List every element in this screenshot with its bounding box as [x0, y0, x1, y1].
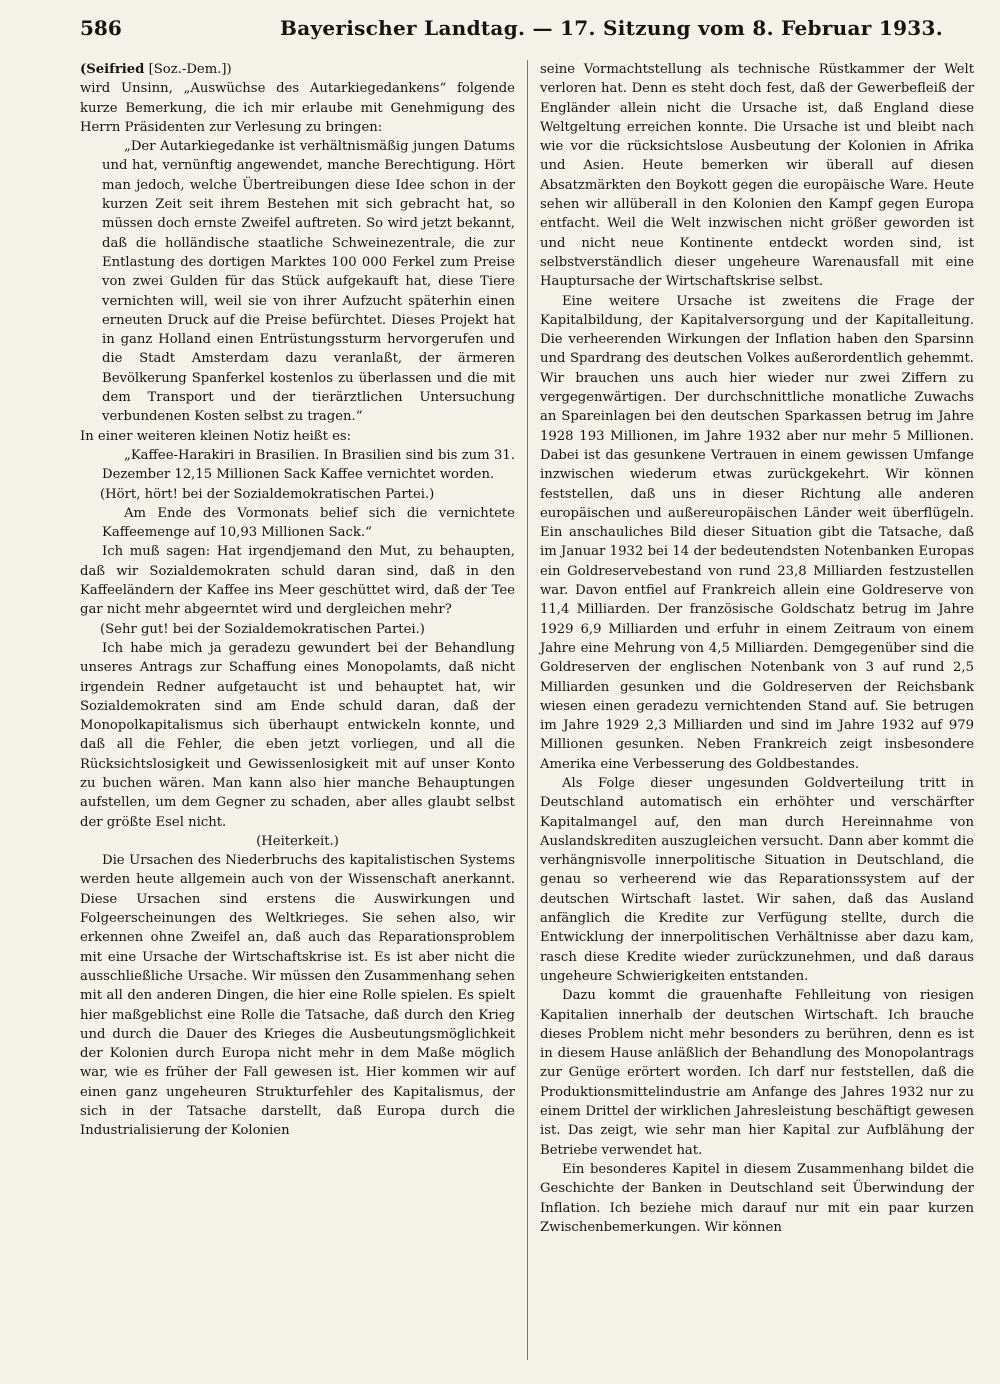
- quotation: „Der Autarkiegedanke ist verhältnismäßig jungen Datums und hat, vernünftig angewendet, manche Berechtigung. Hört man jedoch, welche Übertreibungen diese Idee schon in der kurzen Zeit seit ihrem Bestehen mit sich gebracht hat, so müssen doch ernste Zweifel auftreten. So wird jetzt bekannt, daß die holländische staatliche Schweinezentrale, die zur Entlastung des dortigen Marktes 100 000 Ferkel zum Preise von zwei Gulden für das Stück aufgekauft hat, diese Tiere vernichten will, weil sie von ihrer Aufzucht späterhin einen erneuten Druck auf die Preise befürchtet. Dieses Projekt hat in ganz Holland einen Entrüstungssturm hervorgerufen und die Stadt Amsterdam dazu veranlaßt, der ärmeren Bevölkerung Spanferkel kostenlos zu überlassen und die mit dem Transport und der tierärztlichen Untersuchung verbundenen Kosten selbst zu tragen.“: [102, 139, 515, 425]
- paragraph: Ich habe mich ja geradezu gewundert bei der Behandlung unseres Antrags zur Schaffung eines Monopolamts, daß nicht irgendein Redner aufgetaucht ist und behauptet hat, wir Sozialdemokraten sind am Ende schuld daran, daß der Monopolkapitalismus sich überhaupt entwickeln konnte, und daß all die Fehler, die eben jetzt vorliegen, und all die Rücksichtslosigkeit und Gewissenlosigkeit mit auf unser Konto zu buchen wären. Man kann also hier manche Behauptungen aufstellen, um dem Gegner zu schaden, aber alles glaubt selbst der größte Esel nicht.: [80, 640, 515, 830]
- paragraph: In einer weiteren kleinen Notiz heißt es:: [80, 428, 352, 444]
- paragraph: Eine weitere Ursache ist zweitens die Frage der Kapitalbildung, der Kapitalversorgung und der Kapitalleitung. Die verheerenden Wirkungen der Inflation haben den Sparsinn und Spardrang des deutschen Volkes außerordentlich gehemmt. Wir brauchen uns auch hier wieder nur zwei Ziffern zu vergegenwärtigen. Der durchschnittliche monatliche Zuwachs an Spareinlagen bei den deutschen Sparkassen betrug im Jahre 1928 193 Millionen, im Jahre 1932 aber nur mehr 5 Millionen. Dabei ist das gesunkene Vertrauen in einem gewissen Umfange inzwischen wiederum etwas zurückgekehrt. Wir können feststellen, daß uns in dieser Richtung alle anderen europäischen und außereuropäischen Länder weit überflügeln. Ein anschauliches Bild dieser Situation gibt die Tatsache, daß im Januar 1932 bei 14 der bedeutendsten Notenbanken Europas ein Goldreservebestand von rund 23,8 Milliarden festzustellen war. Davon entfiel auf Frankreich allein eine Goldreserve von 11,4 Milliarden. Der französische Goldschatz betrug im Jahre 1929 6,9 Milliarden und erfuhr in einem Zeitraum von einem Jahre eine Mehrung von 4,5 Milliarden. Demgegenüber sind die Goldreserven der englischen Notenbank von 3 auf rund 2,5 Milliarden gesunken und die Goldreserven der Reichsbank wiesen einen geradezu vernichtenden Stand auf. Sie betrugen im Jahre 1929 2,3 Milliarden und sind im Jahre 1932 auf 979 Millionen gesunken. Neben Frankreich zeigt insbesondere Amerika eine Verbesserung des Goldbestandes.: [540, 293, 974, 772]
- running-title: Bayerischer Landtag. — 17. Sitzung vom 8. Februar 1933.: [280, 16, 943, 40]
- paragraph: Dazu kommt die grauenhafte Fehlleitung von riesigen Kapitalien innerhalb der deutschen Wirtschaft. Ich brauche dieses Problem nicht mehr besonders zu berühren, denn es ist in diesem Hause anläßlich der Behandlung des Monopolantrags zur Genüge erörtert worden. Ich darf nur feststellen, daß die Produktionsmittelindustrie am Anfange des Jahres 1932 nur zu einem Drittel der wirklichen Jahresleistung beschäftigt gewesen ist. Das zeigt, wie sehr man hier Kapital zur Aufblähung der Betriebe verwendet hat.: [540, 988, 974, 1158]
- text-columns: [80, 60, 975, 1360]
- speaker-line: [80, 60, 515, 79]
- speaker-party: [Soz.-Dem.]): [148, 62, 232, 77]
- paragraph: seine Vormachtstellung als technische Rüstkammer der Welt verloren hat. Denn es steht doch fest, daß der Gewerbefleiß der Engländer allein nicht die Ursache ist, daß England diese Weltgeltung erreichen konnte. Die Ursache ist und bleibt nach wie vor die rücksichtslose Ausbeutung der Kolonien in Afrika und Asien. Heute bemerken wir überall auf diesen Absatzmärkten den Boykott gegen die europäische Ware. Heute sehen wir allüberall in den Kolonien den Kampf gegen Europa entfacht. Weil die Welt inzwischen nicht größer geworden ist und nicht neue Kontinente entdeckt worden sind, ist selbstverständlich dieser ungeheure Warenausfall mit eine Hauptursache der Wirtschaftskrise selbst.: [540, 62, 974, 290]
- quotation: „Kaffee-Harakiri in Brasilien. In Brasilien sind bis zum 31. Dezember 12,15 Millionen Sack Kaffee vernichtet worden.: [102, 447, 515, 483]
- speaker-name: (Seifried: [80, 62, 145, 77]
- paragraph: Ich muß sagen: Hat irgendjemand den Mut, zu behaupten, daß wir Sozialdemokraten schuld daran sind, daß in den Kaffeeländern der Kaffee ins Meer geschüttet wird, daß der Tee gar nicht mehr abgeerntet wird und dergleichen mehr?: [80, 544, 515, 618]
- left-column: [80, 60, 527, 1360]
- interjection: (Heiterkeit.): [256, 833, 339, 849]
- paragraph: Als Folge dieser ungesunden Goldverteilung tritt in Deutschland automatisch ein erhöhter und verschärfter Kapitalmangel auf, den man durch Hereinnahme von Auslandskrediten auszugleichen versucht. Dann aber kommt die verhängnisvolle innerpolitische Situation in Deutschland, die genau so verheerend wie das Reparationssystem auf der deutschen Wirtschaft lastet. Wir sahen, daß das Ausland anfänglich die Kredite zur Verfügung stellte, durch die Entwicklung der innerpolitischen Verhältnisse aber dazu kam, rasch diese Kredite wieder zurückzunehmen, und daß daraus ungeheure Schwierigkeiten entstanden.: [540, 775, 974, 984]
- interjection: (Hört, hört! bei der Sozialdemokratischen Partei.): [100, 486, 435, 502]
- paragraph: Die Ursachen des Niederbruchs des kapitalistischen Systems werden heute allgemein auch von der Wissenschaft anerkannt. Diese Ursachen sind erstens die Auswirkungen und Folgeerscheinungen des Weltkrieges. Sie sehen also, wir erkennen ohne Zweifel an, daß auch das Reparationsproblem mit eine Ursache der Wirtschaftskrise ist. Es ist aber nicht die ausschließliche Ursache. Wir müssen den Zusammenhang sehen mit all den anderen Dingen, die hier eine Rolle spielen. Es spielt hier maßgeblichst eine Rolle die Tatsache, daß durch den Krieg und durch die Dauer des Krieges die Ausbeutungsmöglichkeit der Kolonien durch Europa nicht mehr in dem Maße möglich war, wie es früher der Fall gewesen ist. Hier kommen wir auf einen ganz ungeheuren Strukturfehler des Kapitalismus, der sich in der Tatsache darstellt, daß Europa durch die Industrialisierung der Kolonien: [80, 853, 515, 1139]
- interjection: (Sehr gut! bei der Sozialdemokratischen Partei.): [100, 621, 425, 637]
- quotation: Am Ende des Vormonats belief sich die vernichtete Kaffeemenge auf 10,93 Millionen Sack.“: [102, 505, 515, 541]
- paragraph: Ein besonderes Kapitel in diesem Zusammenhang bildet die Geschichte der Banken in Deutschland seit Überwindung der Inflation. Ich beziehe mich darauf nur mit ein paar kurzen Zwischenbemerkungen. Wir können: [540, 1161, 974, 1235]
- paragraph: wird Unsinn, „Auswüchse des Autarkiegedankens“ folgende kurze Bemerkung, die ich mir erlaube mit Genehmigung des Herrn Präsidenten zur Verlesung zu bringen:: [80, 81, 515, 135]
- page-header: [80, 16, 975, 46]
- page-number: 586: [80, 16, 122, 40]
- right-column: [527, 60, 974, 1360]
